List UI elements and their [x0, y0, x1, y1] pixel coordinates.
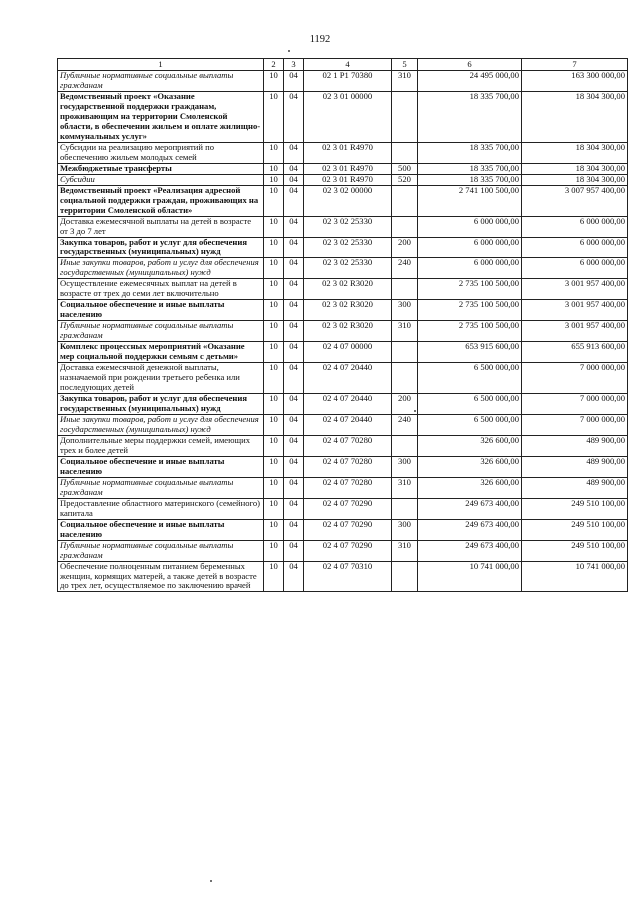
- table-row: [58, 174, 628, 185]
- target-article-cell: 02 1 Р1 70380: [304, 71, 392, 92]
- row-name-cell: Иные закупки товаров, работ и услуг для обеспечения государственных (муниципальных) нужд: [58, 414, 264, 435]
- table-row: [58, 185, 628, 216]
- table-row: [58, 394, 628, 415]
- row-name-cell: Публичные нормативные социальные выплаты гражданам: [58, 71, 264, 92]
- section-code-cell: 10: [264, 363, 284, 394]
- scan-speck: [288, 50, 290, 52]
- column-header: 5: [392, 59, 418, 71]
- amount-year2-cell: 6 000 000,00: [522, 237, 628, 258]
- expense-type-cell: 300: [392, 456, 418, 477]
- amount-year2-cell: 6 000 000,00: [522, 258, 628, 279]
- table-row: [58, 456, 628, 477]
- section-code-cell: 10: [264, 477, 284, 498]
- section-code-cell: 10: [264, 321, 284, 342]
- section-code-cell: 10: [264, 279, 284, 300]
- table-row: [58, 498, 628, 519]
- amount-year1-cell: 18 335 700,00: [418, 174, 522, 185]
- row-name-cell: Обеспечение полноценным питанием беременных женщин, кормящих матерей, а также детей в возрасте до трех лет, осуществляемое по заключению врачей: [58, 561, 264, 592]
- target-article-cell: 02 4 07 70280: [304, 477, 392, 498]
- target-article-cell: 02 3 01 R4970: [304, 142, 392, 163]
- amount-year1-cell: 2 735 100 500,00: [418, 300, 522, 321]
- subsection-code-cell: 04: [284, 216, 304, 237]
- row-name-cell: Предоставление областного материнского (семейного) капитала: [58, 498, 264, 519]
- section-code-cell: 10: [264, 185, 284, 216]
- section-code-cell: 10: [264, 216, 284, 237]
- scan-speck: [210, 880, 212, 882]
- table-row: [58, 519, 628, 540]
- column-header: 4: [304, 59, 392, 71]
- amount-year2-cell: 655 913 600,00: [522, 342, 628, 363]
- column-header: 6: [418, 59, 522, 71]
- amount-year1-cell: 2 735 100 500,00: [418, 321, 522, 342]
- amount-year2-cell: 489 900,00: [522, 477, 628, 498]
- target-article-cell: 02 4 07 20440: [304, 394, 392, 415]
- amount-year1-cell: 18 335 700,00: [418, 163, 522, 174]
- amount-year2-cell: 10 741 000,00: [522, 561, 628, 592]
- row-name-cell: Публичные нормативные социальные выплаты гражданам: [58, 321, 264, 342]
- target-article-cell: 02 4 07 20440: [304, 363, 392, 394]
- section-code-cell: 10: [264, 163, 284, 174]
- target-article-cell: 02 3 02 25330: [304, 237, 392, 258]
- expense-type-cell: 240: [392, 414, 418, 435]
- expense-type-cell: 520: [392, 174, 418, 185]
- table-row: [58, 342, 628, 363]
- table-row: [58, 279, 628, 300]
- row-name-cell: Закупка товаров, работ и услуг для обеспечения государственных (муниципальных) нужд: [58, 237, 264, 258]
- section-code-cell: 10: [264, 394, 284, 415]
- amount-year2-cell: 3 001 957 400,00: [522, 300, 628, 321]
- subsection-code-cell: 04: [284, 279, 304, 300]
- target-article-cell: 02 4 07 70290: [304, 540, 392, 561]
- amount-year2-cell: 3 001 957 400,00: [522, 321, 628, 342]
- expense-type-cell: [392, 342, 418, 363]
- subsection-code-cell: 04: [284, 142, 304, 163]
- subsection-code-cell: 04: [284, 561, 304, 592]
- target-article-cell: 02 4 07 70310: [304, 561, 392, 592]
- row-name-cell: Социальное обеспечение и иные выплаты населению: [58, 456, 264, 477]
- section-code-cell: 10: [264, 71, 284, 92]
- table-body: [58, 71, 628, 592]
- column-header: 2: [264, 59, 284, 71]
- expense-type-cell: 200: [392, 394, 418, 415]
- subsection-code-cell: 04: [284, 237, 304, 258]
- expense-type-cell: [392, 435, 418, 456]
- target-article-cell: 02 3 02 R3020: [304, 300, 392, 321]
- section-code-cell: 10: [264, 258, 284, 279]
- amount-year1-cell: 6 000 000,00: [418, 258, 522, 279]
- header-row: [58, 59, 628, 71]
- section-code-cell: 10: [264, 540, 284, 561]
- amount-year1-cell: 326 600,00: [418, 456, 522, 477]
- amount-year1-cell: 6 500 000,00: [418, 363, 522, 394]
- row-name-cell: Субсидии на реализацию мероприятий по обеспечению жильем молодых семей: [58, 142, 264, 163]
- amount-year1-cell: 2 741 100 500,00: [418, 185, 522, 216]
- expense-type-cell: 240: [392, 258, 418, 279]
- table-row: [58, 540, 628, 561]
- expense-type-cell: 310: [392, 71, 418, 92]
- table-row: [58, 477, 628, 498]
- amount-year1-cell: 249 673 400,00: [418, 540, 522, 561]
- column-header: 1: [58, 59, 264, 71]
- target-article-cell: 02 3 02 25330: [304, 258, 392, 279]
- row-name-cell: Дополнительные меры поддержки семей, имеющих трех и более детей: [58, 435, 264, 456]
- expense-type-cell: [392, 91, 418, 142]
- target-article-cell: 02 3 02 25330: [304, 216, 392, 237]
- subsection-code-cell: 04: [284, 414, 304, 435]
- expense-type-cell: [392, 185, 418, 216]
- amount-year1-cell: 6 000 000,00: [418, 237, 522, 258]
- table-row: [58, 363, 628, 394]
- section-code-cell: 10: [264, 342, 284, 363]
- row-name-cell: Публичные нормативные социальные выплаты гражданам: [58, 540, 264, 561]
- target-article-cell: 02 4 07 20440: [304, 414, 392, 435]
- section-code-cell: 10: [264, 519, 284, 540]
- row-name-cell: Доставка ежемесячной выплаты на детей в возрасте от 3 до 7 лет: [58, 216, 264, 237]
- subsection-code-cell: 04: [284, 174, 304, 185]
- subsection-code-cell: 04: [284, 498, 304, 519]
- section-code-cell: 10: [264, 498, 284, 519]
- row-name-cell: Публичные нормативные социальные выплаты гражданам: [58, 477, 264, 498]
- expense-type-cell: 300: [392, 300, 418, 321]
- table-row: [58, 237, 628, 258]
- table-row: [58, 258, 628, 279]
- amount-year1-cell: 653 915 600,00: [418, 342, 522, 363]
- target-article-cell: 02 3 01 R4970: [304, 163, 392, 174]
- expense-type-cell: 300: [392, 519, 418, 540]
- section-code-cell: 10: [264, 91, 284, 142]
- amount-year2-cell: 3 001 957 400,00: [522, 279, 628, 300]
- amount-year2-cell: 18 304 300,00: [522, 163, 628, 174]
- subsection-code-cell: 04: [284, 321, 304, 342]
- target-article-cell: 02 3 01 00000: [304, 91, 392, 142]
- row-name-cell: Ведомственный проект «Оказание государственной поддержки гражданам, проживающим на территории Смоленской области, в обеспечении жильем и оплате жилищно-коммунальных услуг»: [58, 91, 264, 142]
- expense-type-cell: [392, 561, 418, 592]
- target-article-cell: 02 3 02 00000: [304, 185, 392, 216]
- amount-year1-cell: 6 000 000,00: [418, 216, 522, 237]
- table-row: [58, 300, 628, 321]
- subsection-code-cell: 04: [284, 477, 304, 498]
- subsection-code-cell: 04: [284, 435, 304, 456]
- row-name-cell: Осуществление ежемесячных выплат на детей в возрасте от трех до семи лет включительно: [58, 279, 264, 300]
- amount-year2-cell: 3 007 957 400,00: [522, 185, 628, 216]
- table-row: [58, 216, 628, 237]
- target-article-cell: 02 4 07 70280: [304, 435, 392, 456]
- section-code-cell: 10: [264, 456, 284, 477]
- subsection-code-cell: 04: [284, 163, 304, 174]
- row-name-cell: Комплекс процессных мероприятий «Оказание мер социальной поддержки семьям с детьми»: [58, 342, 264, 363]
- amount-year1-cell: 18 335 700,00: [418, 142, 522, 163]
- expense-type-cell: [392, 142, 418, 163]
- amount-year2-cell: 489 900,00: [522, 435, 628, 456]
- subsection-code-cell: 04: [284, 185, 304, 216]
- expense-type-cell: 500: [392, 163, 418, 174]
- row-name-cell: Социальное обеспечение и иные выплаты населению: [58, 300, 264, 321]
- amount-year1-cell: 326 600,00: [418, 435, 522, 456]
- section-code-cell: 10: [264, 174, 284, 185]
- table-row: [58, 435, 628, 456]
- section-code-cell: 10: [264, 237, 284, 258]
- amount-year2-cell: 18 304 300,00: [522, 91, 628, 142]
- table-row: [58, 71, 628, 92]
- table-row: [58, 561, 628, 592]
- section-code-cell: 10: [264, 142, 284, 163]
- section-code-cell: 10: [264, 561, 284, 592]
- amount-year2-cell: 489 900,00: [522, 456, 628, 477]
- amount-year2-cell: 7 000 000,00: [522, 414, 628, 435]
- subsection-code-cell: 04: [284, 540, 304, 561]
- expense-type-cell: 310: [392, 477, 418, 498]
- scan-speck: [414, 410, 416, 412]
- target-article-cell: 02 4 07 70280: [304, 456, 392, 477]
- target-article-cell: 02 3 01 R4970: [304, 174, 392, 185]
- amount-year2-cell: 249 510 100,00: [522, 540, 628, 561]
- expense-type-cell: [392, 279, 418, 300]
- amount-year1-cell: 6 500 000,00: [418, 414, 522, 435]
- subsection-code-cell: 04: [284, 300, 304, 321]
- amount-year2-cell: 18 304 300,00: [522, 142, 628, 163]
- expense-type-cell: [392, 216, 418, 237]
- subsection-code-cell: 04: [284, 519, 304, 540]
- amount-year1-cell: 2 735 100 500,00: [418, 279, 522, 300]
- subsection-code-cell: 04: [284, 363, 304, 394]
- row-name-cell: Социальное обеспечение и иные выплаты населению: [58, 519, 264, 540]
- amount-year1-cell: 24 495 000,00: [418, 71, 522, 92]
- row-name-cell: Доставка ежемесячной денежной выплаты, назначаемой при рождении третьего ребенка или последующих детей: [58, 363, 264, 394]
- amount-year2-cell: 6 000 000,00: [522, 216, 628, 237]
- expense-type-cell: [392, 363, 418, 394]
- amount-year2-cell: 7 000 000,00: [522, 394, 628, 415]
- amount-year2-cell: 7 000 000,00: [522, 363, 628, 394]
- amount-year2-cell: 163 300 000,00: [522, 71, 628, 92]
- table-row: [58, 91, 628, 142]
- row-name-cell: Иные закупки товаров, работ и услуг для обеспечения государственных (муниципальных) нужд: [58, 258, 264, 279]
- amount-year1-cell: 10 741 000,00: [418, 561, 522, 592]
- target-article-cell: 02 3 02 R3020: [304, 321, 392, 342]
- amount-year1-cell: 249 673 400,00: [418, 519, 522, 540]
- subsection-code-cell: 04: [284, 71, 304, 92]
- amount-year1-cell: 249 673 400,00: [418, 498, 522, 519]
- table-row: [58, 163, 628, 174]
- amount-year1-cell: 6 500 000,00: [418, 394, 522, 415]
- amount-year2-cell: 249 510 100,00: [522, 519, 628, 540]
- target-article-cell: 02 4 07 70290: [304, 498, 392, 519]
- table-row: [58, 321, 628, 342]
- column-header: 7: [522, 59, 628, 71]
- amount-year2-cell: 18 304 300,00: [522, 174, 628, 185]
- expense-type-cell: 200: [392, 237, 418, 258]
- section-code-cell: 10: [264, 435, 284, 456]
- row-name-cell: Межбюджетные трансферты: [58, 163, 264, 174]
- page-number: 1192: [309, 34, 331, 45]
- table-row: [58, 142, 628, 163]
- target-article-cell: 02 3 02 R3020: [304, 279, 392, 300]
- subsection-code-cell: 04: [284, 342, 304, 363]
- section-code-cell: 10: [264, 414, 284, 435]
- subsection-code-cell: 04: [284, 456, 304, 477]
- amount-year2-cell: 249 510 100,00: [522, 498, 628, 519]
- expense-type-cell: 310: [392, 540, 418, 561]
- target-article-cell: 02 4 07 70290: [304, 519, 392, 540]
- subsection-code-cell: 04: [284, 258, 304, 279]
- section-code-cell: 10: [264, 300, 284, 321]
- amount-year1-cell: 326 600,00: [418, 477, 522, 498]
- budget-table: [57, 58, 628, 592]
- subsection-code-cell: 04: [284, 394, 304, 415]
- row-name-cell: Ведомственный проект «Реализация адресной социальной поддержки граждан, проживающих на территории Смоленской области»: [58, 185, 264, 216]
- expense-type-cell: [392, 498, 418, 519]
- row-name-cell: Субсидии: [58, 174, 264, 185]
- column-header: 3: [284, 59, 304, 71]
- subsection-code-cell: 04: [284, 91, 304, 142]
- row-name-cell: Закупка товаров, работ и услуг для обеспечения государственных (муниципальных) нужд: [58, 394, 264, 415]
- table-row: [58, 414, 628, 435]
- target-article-cell: 02 4 07 00000: [304, 342, 392, 363]
- amount-year1-cell: 18 335 700,00: [418, 91, 522, 142]
- expense-type-cell: 310: [392, 321, 418, 342]
